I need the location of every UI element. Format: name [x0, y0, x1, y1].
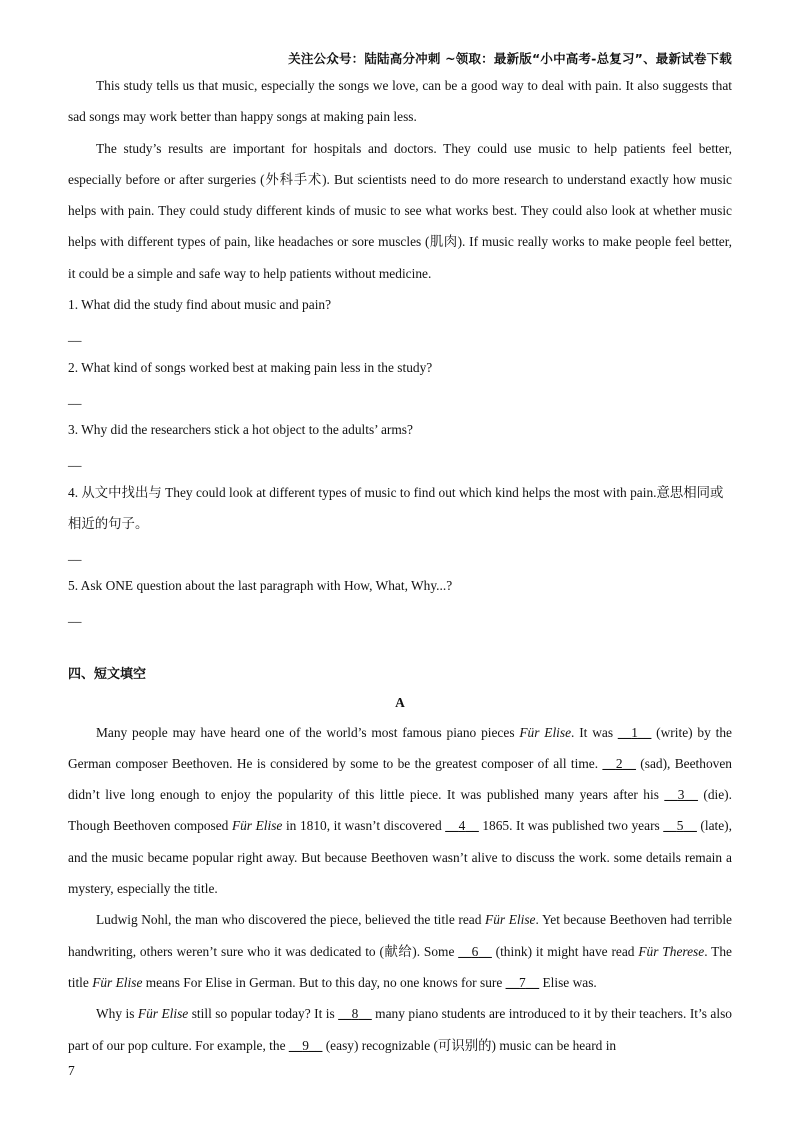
- answer-line-2: __: [68, 390, 82, 406]
- piece-title: Für Elise: [485, 912, 536, 928]
- blank-4[interactable]: __4__: [445, 818, 479, 834]
- text: . It was: [571, 724, 618, 740]
- piece-title: Für Elise: [137, 1006, 189, 1022]
- text: Why is: [96, 1006, 138, 1022]
- piece-title: Für Elise: [519, 724, 572, 740]
- text: still so popular today? It is: [188, 1006, 339, 1022]
- question-2: 2. What kind of songs worked best at making pain less in the study?: [68, 359, 433, 375]
- page-number: 7: [68, 1063, 75, 1078]
- passage-paragraph-3: [68, 998, 732, 1061]
- answer-line-1: __: [68, 328, 82, 344]
- text: (late), and the music became popular right away. But because Beethoven wasn’t alive to discuss the work. some details remain a mystery, especially the title.: [68, 818, 732, 897]
- answer-line-3: __: [68, 453, 82, 469]
- question-5: 5. Ask ONE question about the last paragraph with How, What, Why...?: [68, 578, 453, 594]
- paragraph-study-summary: This study tells us that music, especially the songs we love, can be a good way to deal with pain. It also suggests that sad songs may work better than happy songs at making pain less.: [68, 78, 732, 125]
- blank-3[interactable]: __3__: [664, 787, 698, 803]
- blank-8[interactable]: __8__: [338, 1006, 372, 1022]
- text: Elise was.: [539, 974, 597, 990]
- question-3: 3. Why did the researchers stick a hot object to the adults’ arms?: [68, 422, 413, 438]
- page-header: 关注公众号：陆陆高分冲刺 ~领取：最新版“小中高考-总复习”、最新试卷下载: [288, 51, 732, 66]
- text: (write) by the German composer Beethoven. He is considered by some to be the greatest composer of all time.: [68, 724, 732, 771]
- text: . Yet because Beethoven had terrible handwriting, others weren’t sure who it was dedicated to (献给). Some: [68, 912, 732, 959]
- text: 1865. It was published two years: [478, 818, 664, 834]
- passage-paragraph-2: [68, 904, 732, 998]
- text: (die). Though Beethoven composed: [68, 787, 732, 834]
- answer-line-4: __: [68, 546, 82, 562]
- piece-title: Für Elise: [231, 818, 283, 834]
- blank-1[interactable]: __1__: [617, 724, 652, 740]
- document-body: [68, 70, 732, 1061]
- blank-6[interactable]: __6__: [458, 943, 492, 959]
- piece-title: Für Therese: [638, 943, 705, 959]
- question-1: 1. What did the study find about music and pain?: [68, 297, 332, 313]
- text: Many people may have heard one of the world’s most famous piano pieces: [96, 724, 520, 740]
- paragraph-study-results: The study’s results are important for hospitals and doctors. They could use music to help patients feel better, especially before or after surgeries (外科手术). But scientists need to do more research to understand exactly how music helps with pain. They could study different kinds of music to see what works best. They could also look at whether music helps with different types of pain, like headaches or sore muscles (肌肉). If music really works to make people feel better, it could be a simple and safe way to help patients without medicine.: [68, 140, 732, 281]
- text: (easy) recognizable (可识别的) music can be heard in: [322, 1037, 617, 1053]
- passage-paragraph-1: [68, 717, 732, 905]
- question-4: 4. 从文中找出与 They could look at different types of music to find out which kind helps the most with pain.意思相同或相近的句子。: [68, 484, 724, 531]
- text: Ludwig Nohl, the man who discovered the piece, believed the title read: [96, 912, 486, 928]
- blank-5[interactable]: __5__: [663, 818, 697, 834]
- text: many piano students are introduced to it by their teachers. It’s also part of our pop culture. For example, the: [68, 1006, 732, 1053]
- answer-line-5: __: [68, 609, 82, 625]
- section-title: 四、短文填空: [68, 666, 147, 682]
- text: means For Elise in German. But to this day, no one knows for sure: [142, 974, 506, 990]
- piece-title: Für Elise: [92, 974, 143, 990]
- text: in 1810, it wasn’t discovered: [282, 818, 446, 834]
- text: (think) it might have read: [491, 943, 639, 959]
- blank-2[interactable]: __2__: [602, 755, 636, 771]
- blank-7[interactable]: __7__: [505, 974, 540, 990]
- text: . The title: [68, 943, 732, 990]
- passage-label: A: [395, 694, 405, 710]
- text: (sad), Beethoven didn’t live long enough to enjoy the popularity of this little piece. It was published many years after his: [68, 755, 733, 803]
- blank-9[interactable]: __9__: [288, 1037, 323, 1053]
